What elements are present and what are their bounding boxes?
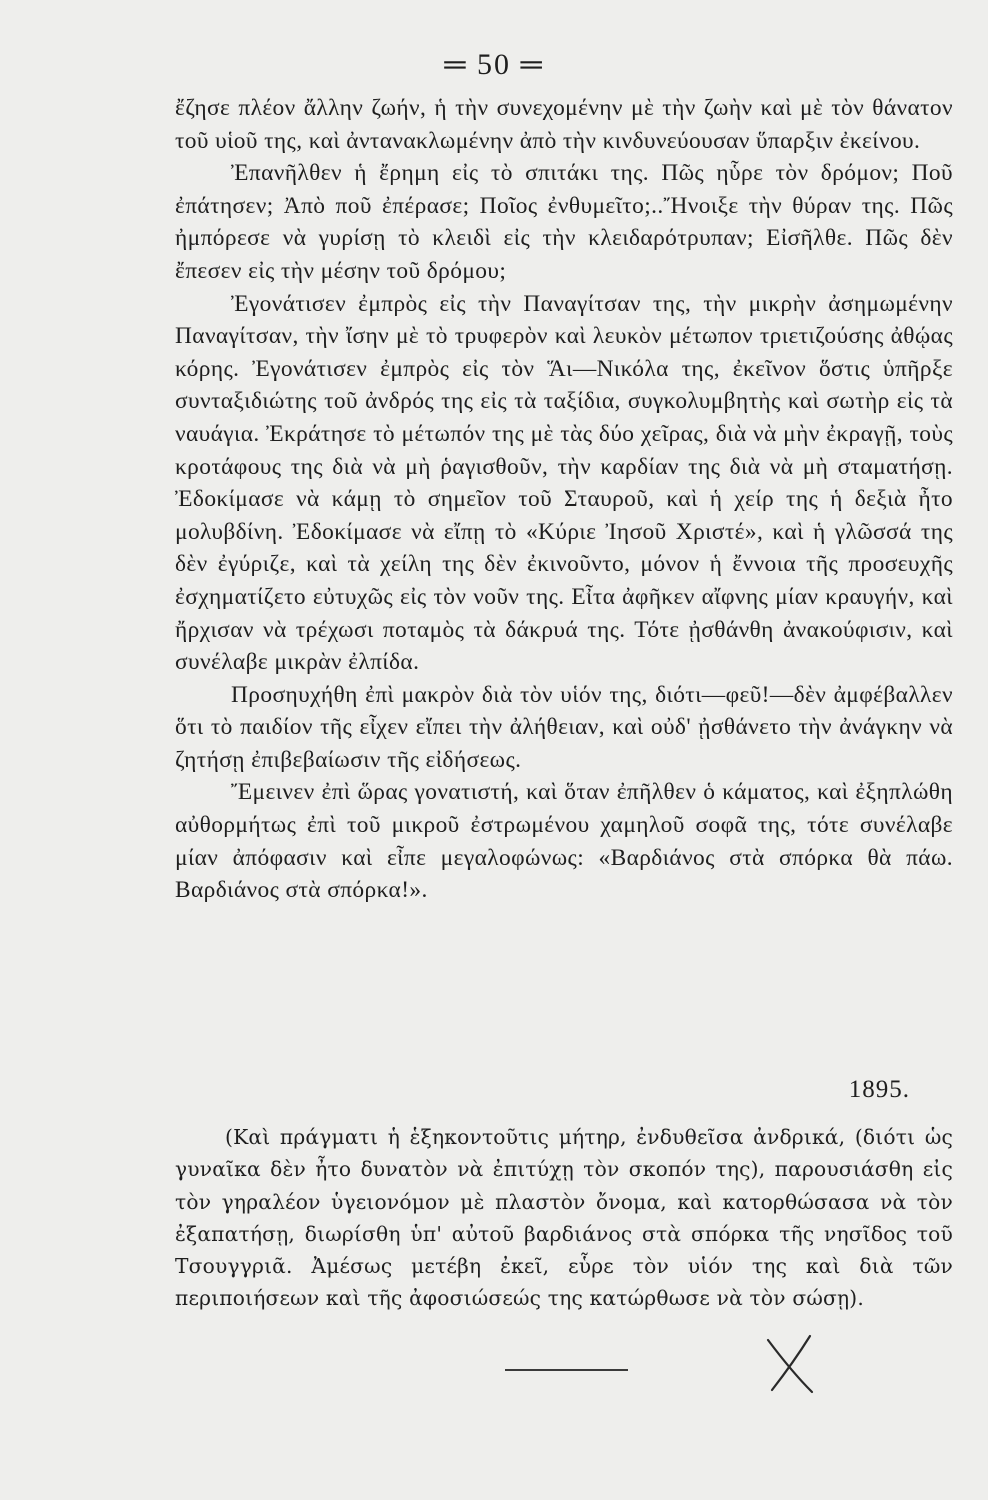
paragraph-1: ἔζησε πλέον ἄλλην ζωήν, ἡ τὴν συνεχομένην μὲ τὴν ζωὴν καὶ μὲ τὸν θάνατον τοῦ υἱοῦ της, καὶ ἀντανακλωμένην ἀπὸ τὴν κινδυνεύουσαν ὕπαρξιν ἐκείνου. — [175, 95, 953, 154]
paragraph-5: Ἔμεινεν ἐπὶ ὥρας γονατιστή, καὶ ὅταν ἐπῆλθεν ὁ κάματος, καὶ ἐξηπλώθη αὐθορμήτως ἐπὶ τοῦ μικροῦ ἐστρωμένου χαμηλοῦ σοφᾶ της, τότε συνέλαβε μίαν ἀπόφασιν καὶ εἶπε μεγαλοφώνως: «Βαρδιάνος στὰ σπόρκα θὰ πάω. Βαρδιάνος στὰ σπόρκα!». — [175, 779, 953, 904]
main-text — [175, 92, 953, 907]
handwritten-x-mark — [760, 1334, 818, 1396]
editorial-note — [175, 1121, 953, 1315]
note-paragraph: (Καὶ πράγματι ἡ ἑξηκοντοῦτις μήτηρ, ἐνδυθεῖσα ἀνδρικά, (διότι ὡς γυναῖκα δὲν ἦτο δυνατὸν νὰ ἐπιτύχῃ τὸν σκοπόν της), παρουσιάσθη εἰς τὸν γηραλέον ὑγειονόμον μὲ πλαστὸν ὄνομα, καὶ κατορθώσασα νὰ τὸν ἐξαπατήσῃ, διωρίσθη ὑπ' αὐτοῦ βαρδιάνος στὰ σπόρκα τῆς νησῖδος τοῦ Τσουγγριᾶ. Ἀμέσως μετέβη ἐκεῖ, εὗρε τὸν υἱόν της καὶ διὰ τῶν περιποιήσεων καὶ τῆς ἀφοσιώσεώς της κατώρθωσε νὰ τὸν σώσῃ). — [175, 1125, 953, 1311]
paragraph-2: Ἐπανῆλθεν ἡ ἔρημη εἰς τὸ σπιτάκι της. Πῶς ηὗρε τὸν δρόμον; Ποῦ ἐπάτησεν; Ἀπὸ ποῦ ἐπέρασε; Ποῖος ἐνθυμεῖτο;..Ἤνοιξε τὴν θύραν της. Πῶς ἠμπόρεσε νὰ γυρίσῃ τὸ κλειδὶ εἰς τὴν κλειδαρότρυπαν; Εἰσῆλθε. Πῶς δὲν ἔπεσεν εἰς τὴν μέσην τοῦ δρόμου; — [175, 160, 953, 284]
section-rule — [505, 1369, 628, 1371]
page-number: ═ 50 ═ — [444, 48, 544, 81]
date: 1895. — [848, 1076, 910, 1103]
paragraph-3: Ἐγονάτισεν ἐμπρὸς εἰς τὴν Παναγίτσαν της, τὴν μικρὴν ἀσημωμένην Παναγίτσαν, τὴν ἴσην μὲ τὸ τρυφερὸν καὶ λευκὸν μέτωπον τριετιζούσης ἀθῴας κόρης. Ἐγονάτισεν ἐμπρὸς εἰς τὸν Ἅι—Νικόλα της, ἐκεῖνον ὅστις ὑπῆρξε συνταξιδιώτης τοῦ ἀνδρός της εἰς τὰ ταξίδια, συγκολυμβητὴς καὶ σωτὴρ εἰς τὰ ναυάγια. Ἐκράτησε τὸ μέτωπόν της μὲ τὰς δύο χεῖρας, διὰ νὰ μὴν ἐκραγῇ, τοὺς κροτάφους της διὰ νὰ μὴ ῥαγισθοῦν, τὴν καρδίαν της διὰ νὰ μὴ σταματήσῃ. Ἐδοκίμασε νὰ κάμῃ τὸ σημεῖον τοῦ Σταυροῦ, καὶ ἡ χείρ της ἡ δεξιὰ ἦτο μολυβδίνη. Ἐδοκίμασε νὰ εἴπῃ τὸ «Κύριε Ἰησοῦ Χριστέ», καὶ ἡ γλῶσσά της δὲν ἐγύριζε, καὶ τὰ χείλη της δὲν ἐκινοῦντο, μόνον ἡ ἔννοια τῆς προσευχῆς ἐσχηματίζετο εὐτυχῶς εἰς τὸν νοῦν της. Εἶτα ἀφῆκεν αἴφνης μίαν κραυγήν, καὶ ἤρχισαν νὰ τρέχωσι ποταμὸς τὰ δάκρυά της. Τότε ᾐσθάνθη ἀνακούφισιν, καὶ συνέλαβε μικρὰν ἐλπίδα. — [175, 290, 953, 676]
paragraph-4: Προσηυχήθη ἐπὶ μακρὸν διὰ τὸν υἱόν της, διότι—φεῦ!—δὲν ἀμφέβαλλεν ὅτι τὸ παιδίον τῆς εἶχεν εἴπει τὴν ἀλήθειαν, καὶ οὐδ' ᾐσθάνετο τὴν ἀνάγκην νὰ ζητήσῃ ἐπιβεβαίωσιν τῆς εἰδήσεως. — [175, 681, 953, 773]
